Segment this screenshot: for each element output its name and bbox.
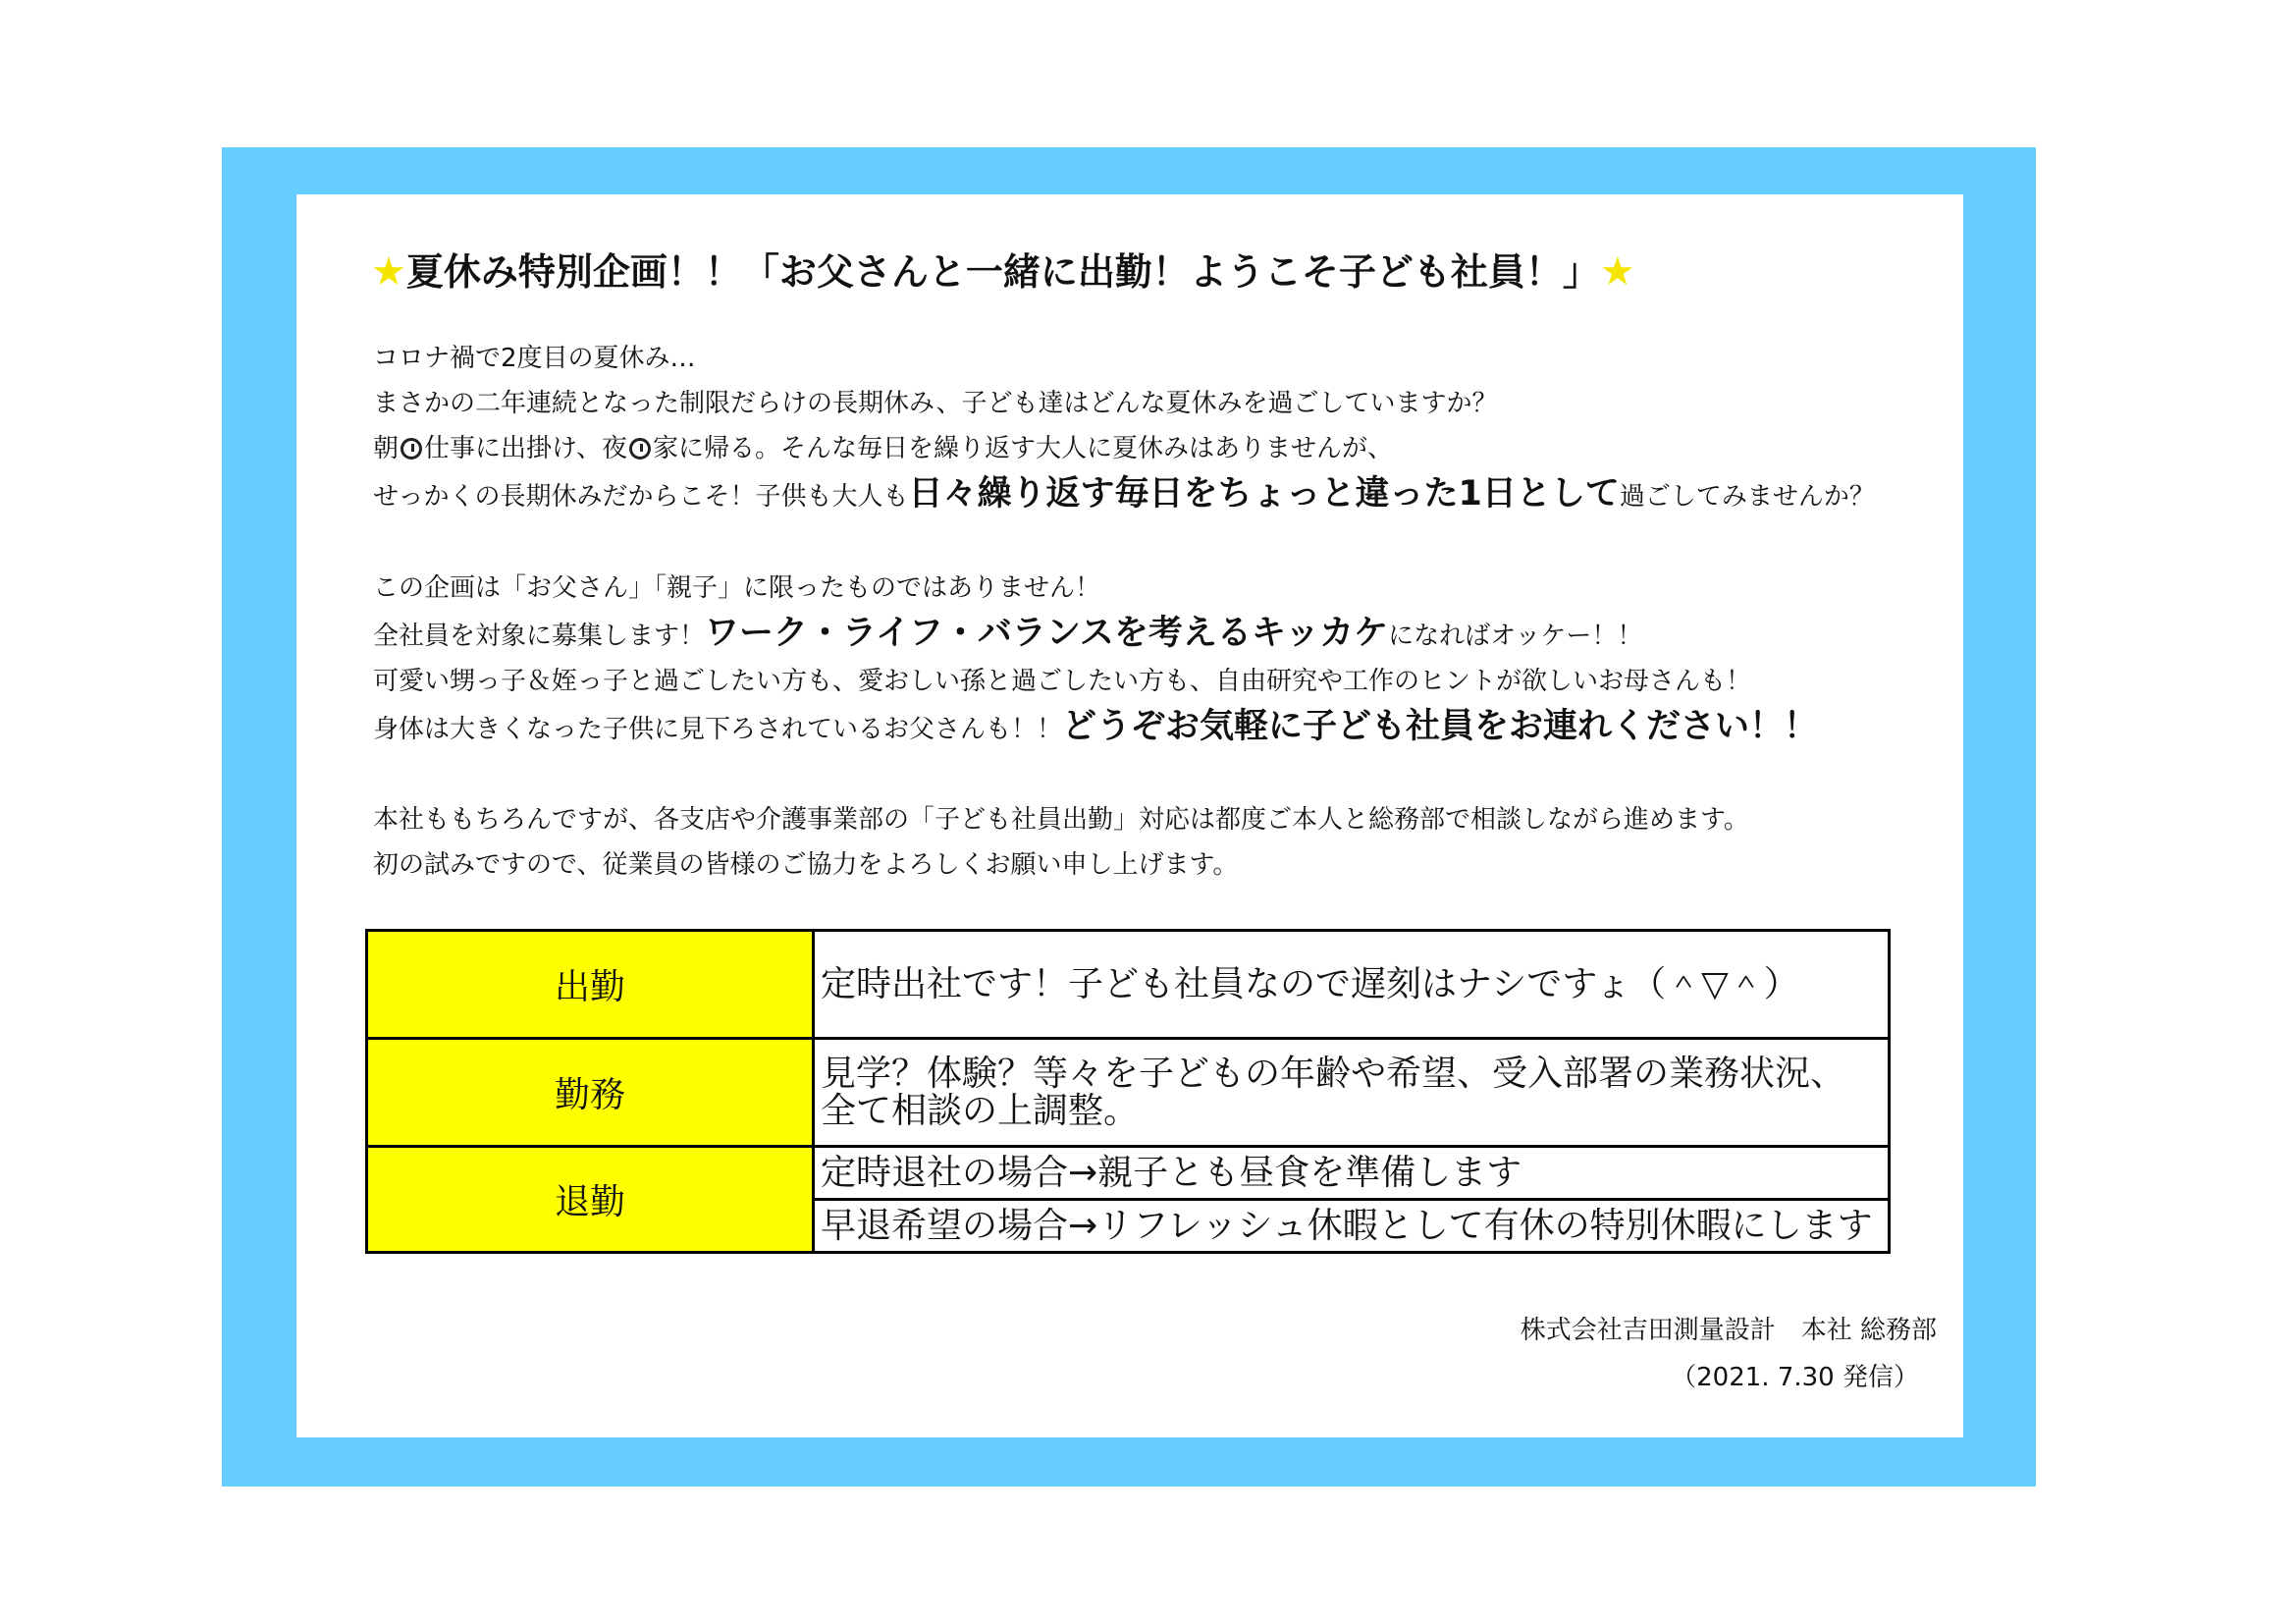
- intro-line: せっかくの長期休みだからこそ！子供も大人も日々繰り返す毎日をちょっと違った1日として過ごしてみませんか？: [373, 474, 1875, 514]
- star-icon: ★: [1599, 249, 1635, 295]
- plan-line: 身体は大きくなった子供に見下ろされているお父さんも！！どうぞお気軽に子ども社員をお連れください！！: [373, 707, 1819, 746]
- intro-line: まさかの二年連続となった制限だらけの長期休み、子ども達はどんな夏休みを過ごしていますか？: [373, 389, 1498, 418]
- plan-line: 可愛い甥っ子＆姪っ子と過ごしたい方も、愛おしい孫と過ごしたい方も、自由研究や工作のヒントが欲しいお母さんも！: [373, 667, 1752, 696]
- work-value: 見学？体験？等々を子どもの年齢や希望、受入部署の業務状況、 全て相談の上調整。: [814, 1039, 1890, 1147]
- emphasis-text: 日々繰り返す毎日をちょっと違った1日として: [908, 474, 1620, 514]
- leave-label: 退勤: [367, 1147, 814, 1253]
- notice-paragraph: [373, 797, 1749, 888]
- schedule-table: [365, 929, 1891, 1254]
- plan-paragraph: [373, 566, 1818, 752]
- notice-line: 本社ももちろんですが、各支店や介護事業部の「子ども社員出勤」対応は都度ご本人と総務部で相談しながら進めます。: [373, 805, 1749, 835]
- leave-value: 定時退社の場合→親子とも昼食を準備します: [814, 1147, 1890, 1200]
- work-label: 勤務: [367, 1039, 814, 1147]
- star-icon: ★: [371, 249, 406, 295]
- clock-icon: [629, 438, 651, 460]
- issuer: 株式会社吉田測量設計 本社 総務部: [1520, 1316, 1937, 1345]
- plan-line: この企画は「お父さん」「親子」に限ったものではありません！: [373, 573, 1101, 603]
- attend-label: 出勤: [367, 931, 814, 1039]
- attend-value: 定時出社です！子ども社員なので遅刻はナシですょ（＾▽＾）: [814, 931, 1890, 1039]
- table-row: [367, 1147, 1890, 1200]
- plan-line: 全社員を対象に募集します！ワーク・ライフ・バランスを考えるキッカケになればオッケー！！: [373, 614, 1643, 653]
- leave-value: 早退希望の場合→リフレッシュ休暇として有休の特別休暇にします: [814, 1200, 1890, 1253]
- notice-line: 初の試みですので、従業員の皆様のご協力をよろしくお願い申し上げます。: [373, 850, 1239, 880]
- issue-date: （2021. 7.30 発信）: [1671, 1363, 1919, 1392]
- intro-paragraph: [373, 336, 1875, 519]
- emphasis-text: ワーク・ライフ・バランスを考えるキッカケ: [705, 614, 1389, 653]
- title-text: 夏休み特別企画！！「お父さんと一緒に出勤！ようこそ子ども社員！」: [405, 250, 1600, 294]
- intro-line: コロナ禍で2度目の夏休み…: [373, 344, 696, 373]
- table-row: [367, 1039, 1890, 1147]
- intro-line: 朝 仕事に出掛け、夜 家に帰る。そんな毎日を繰り返す大人に夏休みはありませんが、: [373, 434, 1393, 463]
- clock-icon: [400, 438, 422, 460]
- page-title: [371, 242, 1635, 296]
- table-row: [367, 931, 1890, 1039]
- emphasis-text: どうぞお気軽に子ども社員をお連れください！！: [1062, 707, 1819, 746]
